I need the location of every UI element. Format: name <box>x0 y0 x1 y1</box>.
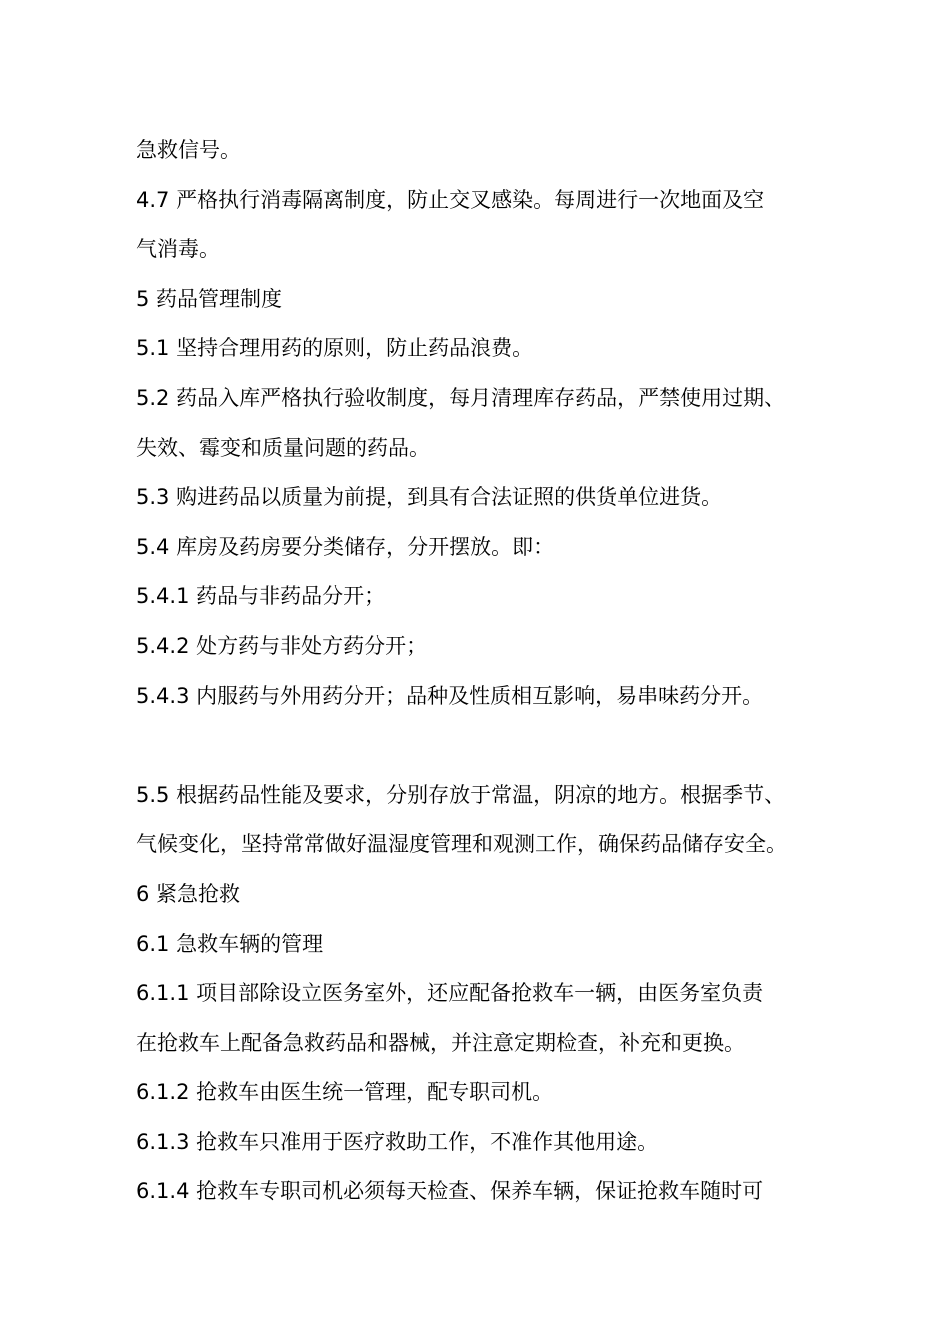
text-line: 失效、霉变和质量问题的药品。 <box>136 435 430 460</box>
text-line: 气候变化，坚持常常做好温湿度管理和观测工作，确保药品储存安全。 <box>136 832 787 857</box>
section-heading: 5 药品管理制度 <box>136 286 283 311</box>
text-line: 6.1.2 抢救车由医生统一管理，配专职司机。 <box>136 1080 554 1105</box>
text-line: 5.3 购进药品以质量为前提，到具有合法证照的供货单位进货。 <box>136 485 723 510</box>
document-body <box>136 126 836 1217</box>
text-line: 6.1.4 抢救车专职司机必须每天检查、保养车辆，保证抢救车随时可 <box>136 1179 764 1204</box>
text-line: 5.4.2 处方药与非处方药分开； <box>136 633 428 658</box>
text-line: 气消毒。 <box>136 237 220 262</box>
text-line: 5.2 药品入库严格执行验收制度，每月清理库存药品，严禁使用过期、 <box>136 385 786 410</box>
section-heading: 6 紧急抢救 <box>136 881 241 906</box>
text-line: 6.1.3 抢救车只准用于医疗救助工作，不准作其他用途。 <box>136 1129 659 1154</box>
text-line: 在抢救车上配备急救药品和器械，并注意定期检查，补充和更换。 <box>136 1030 745 1055</box>
text-line: 4.7 严格执行消毒隔离制度，防止交叉感染。每周进行一次地面及空 <box>136 187 765 212</box>
text-line: 5.5 根据药品性能及要求，分别存放于常温，阴凉的地方。根据季节、 <box>136 782 786 807</box>
text-line: 5.4.1 药品与非药品分开； <box>136 584 386 609</box>
subsection-heading: 6.1 急救车辆的管理 <box>136 931 324 956</box>
blank-line <box>136 721 836 771</box>
text-line: 5.4 库房及药房要分类储存，分开摆放。即： <box>136 534 555 559</box>
text-line: 急救信号。 <box>136 138 241 162</box>
text-line: 5.1 坚持合理用药的原则，防止药品浪费。 <box>136 336 534 361</box>
text-line: 5.4.3 内服药与外用药分开；品种及性质相互影响，易串味药分开。 <box>136 683 764 708</box>
text-line: 6.1.1 项目部除设立医务室外，还应配备抢救车一辆，由医务室负责 <box>136 981 764 1006</box>
